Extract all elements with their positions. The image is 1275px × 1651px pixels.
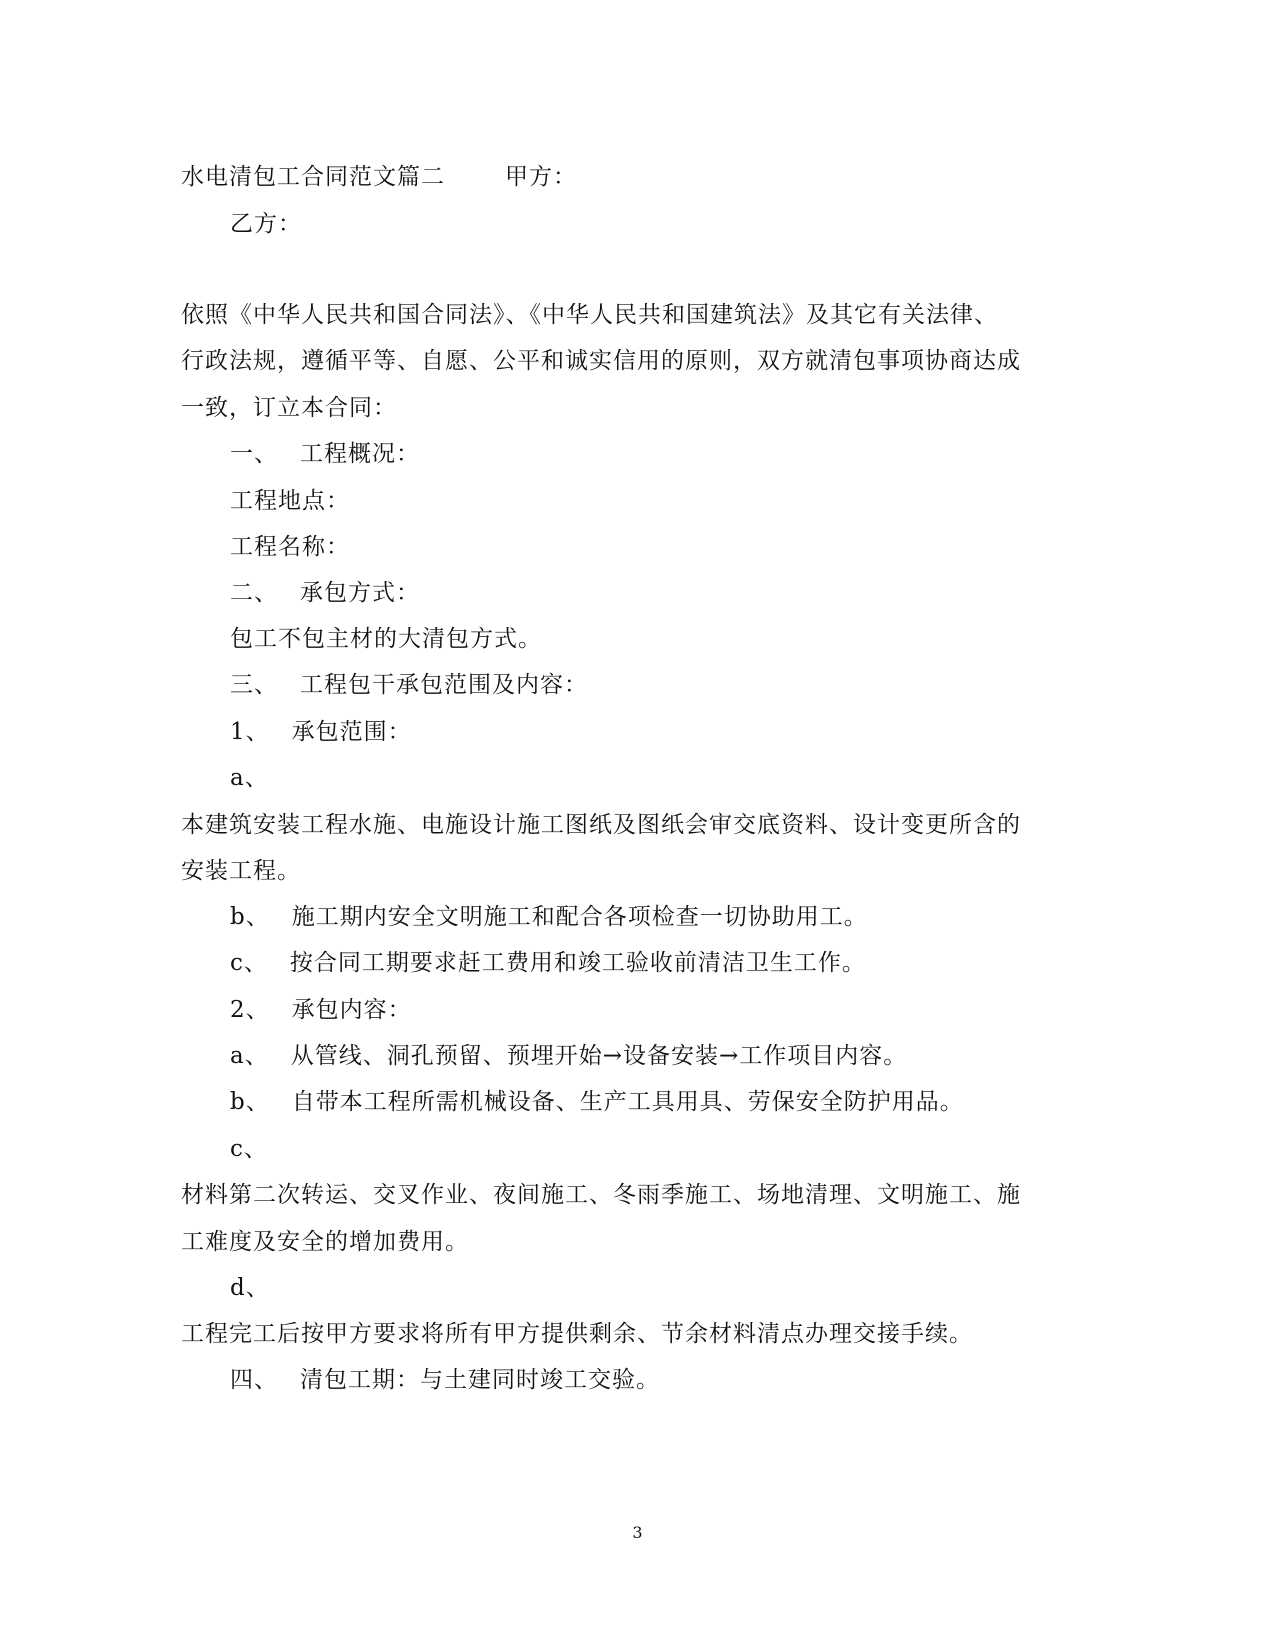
item-2c-label: c、	[230, 1136, 268, 1162]
item-2a-label: a、	[230, 1043, 269, 1069]
intro-line-1: 依照《中华人民共和国合同法》、《中华人民共和国建筑法》及其它有关法律、	[181, 302, 998, 328]
item-2d-label: d、	[230, 1275, 270, 1301]
section-1-title: 工程概况：	[300, 441, 420, 467]
section-2-heading	[230, 578, 420, 608]
item-1b-text: 施工期内安全文明施工和配合各项检查一切协助用工。	[291, 904, 868, 930]
subsection-2-heading	[230, 995, 412, 1025]
item-2a-text: 从管线、洞孔预留、预埋开始→设备安装→工作项目内容。	[290, 1043, 908, 1069]
item-2b-text: 自带本工程所需机械设备、生产工具用具、劳保安全防护用品。	[291, 1089, 964, 1115]
subsection-2-number: 2、	[230, 997, 270, 1023]
item-2b	[230, 1087, 964, 1117]
section-4-number: 四、	[230, 1367, 278, 1393]
item-1c	[230, 948, 866, 978]
section-1-number: 一、	[230, 441, 278, 467]
section-2-title: 承包方式：	[300, 580, 420, 606]
subsection-1-title: 承包范围：	[291, 719, 412, 745]
section-3-number: 三、	[230, 672, 278, 698]
item-1b	[230, 902, 868, 932]
item-1a-label: a、	[230, 765, 269, 791]
party-b-label: 乙方：	[230, 211, 302, 237]
party-a-label: 甲方：	[505, 164, 577, 190]
section-3-title: 工程包干承包范围及内容：	[300, 672, 588, 698]
project-location: 工程地点：	[230, 488, 350, 514]
item-2c-line-1: 材料第二次转运、交叉作业、夜间施工、冬雨季施工、场地清理、文明施工、施	[181, 1182, 1021, 1208]
item-1b-label: b、	[230, 904, 270, 930]
intro-line-2: 行政法规，遵循平等、自愿、公平和诚实信用的原则，双方就清包事项协商达成	[181, 348, 1021, 374]
subsection-2-title: 承包内容：	[291, 997, 412, 1023]
section-2-number: 二、	[230, 580, 278, 606]
item-1c-text: 按合同工期要求赶工费用和竣工验收前清洁卫生工作。	[289, 950, 866, 976]
item-2c-line-2: 工难度及安全的增加费用。	[181, 1229, 469, 1255]
section-2-body: 包工不包主材的大清包方式。	[230, 626, 542, 652]
item-1a-line-1: 本建筑安装工程水施、电施设计施工图纸及图纸会审交底资料、设计变更所含的	[181, 812, 1021, 838]
title-line	[181, 162, 577, 192]
item-2d-text: 工程完工后按甲方要求将所有甲方提供剩余、节余材料清点办理交接手续。	[181, 1321, 973, 1347]
subsection-1-number: 1、	[230, 719, 270, 745]
item-2b-label: b、	[230, 1089, 270, 1115]
section-1-heading	[230, 439, 420, 469]
subsection-1-heading	[230, 717, 412, 747]
item-2a	[230, 1041, 907, 1071]
page-number: 3	[632, 1523, 643, 1542]
section-4	[230, 1365, 660, 1395]
project-name: 工程名称：	[230, 534, 350, 560]
item-1c-label: c、	[230, 950, 268, 976]
item-1a-line-2: 安装工程。	[181, 858, 301, 884]
intro-line-3: 一致，订立本合同：	[181, 395, 397, 421]
section-3-heading	[230, 670, 588, 700]
document-title: 水电清包工合同范文篇二	[181, 164, 445, 190]
section-4-text: 清包工期：与土建同时竣工交验。	[300, 1367, 660, 1393]
